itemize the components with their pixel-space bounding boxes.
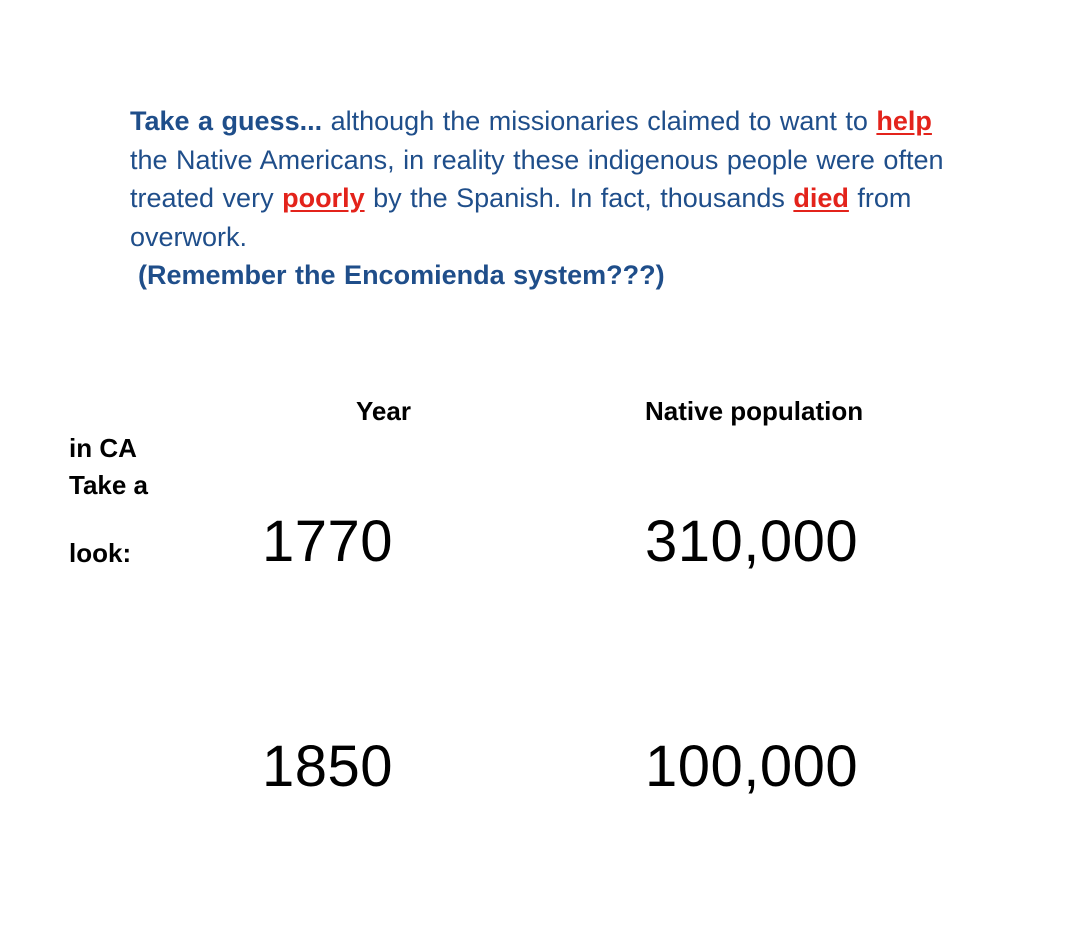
side-label-in-ca: in CA [69, 433, 137, 463]
side-label-look: look: [69, 538, 132, 568]
population-column-header: Native population [645, 396, 864, 426]
year-1850: 1850 [262, 734, 394, 799]
intro-lead: Take a guess... [130, 106, 323, 136]
population-1850: 100,000 [645, 734, 859, 799]
highlight-poorly: poorly [282, 183, 365, 213]
year-1770: 1770 [262, 509, 394, 574]
intro-text-2: the Native Americans, in reality these indigenous people were often treated very [130, 144, 944, 213]
highlight-help: help [876, 106, 932, 136]
intro-text-1: although the missionaries claimed to want to [322, 106, 877, 136]
encomienda-reminder: (Remember the Encomienda system???) [138, 260, 665, 290]
intro-paragraph [130, 102, 950, 295]
highlight-died: died [793, 183, 849, 213]
population-1770: 310,000 [645, 509, 859, 574]
intro-text-4: from overwork. [130, 183, 912, 252]
intro-text-3: by the Spanish. In fact, thousands [364, 183, 794, 213]
side-label-take-a: Take a [69, 470, 149, 500]
year-column-header: Year [356, 396, 411, 426]
